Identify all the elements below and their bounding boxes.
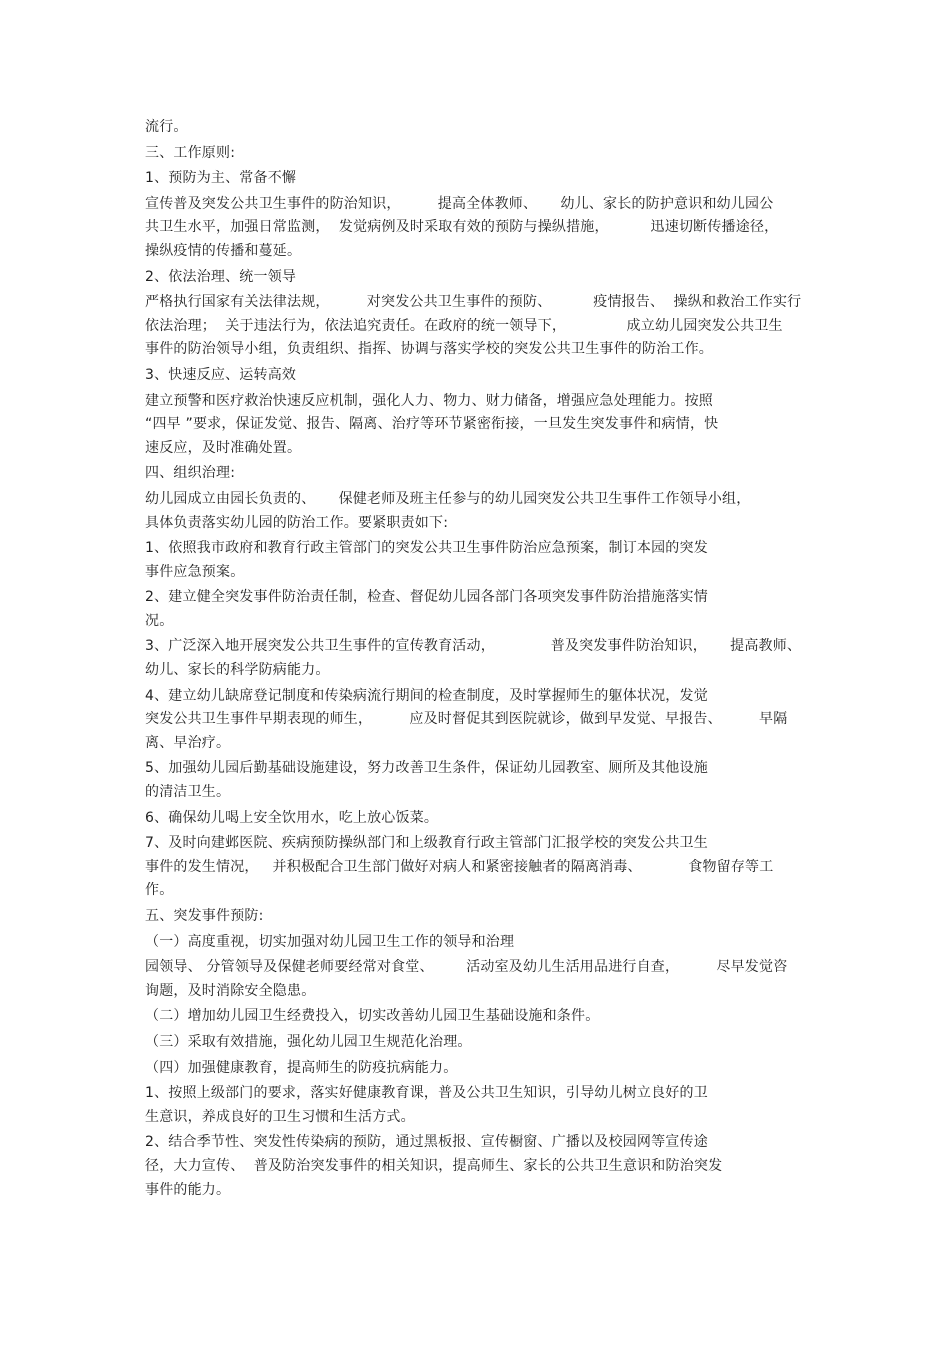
text-line: （四）加强健康教育，提高师生的防疫抗病能力。 — [145, 1059, 458, 1076]
text-line: 事件的发生情况， 并积极配合卫生部门做好对病人和紧密接触者的隔离消毒、 食物留存等工 — [145, 858, 774, 875]
text-line: 3、广泛深入地开展突发公共卫生事件的宣传教育活动， 普及突发事件防治知识， 提高教师、 — [145, 638, 802, 655]
text-line: 7、及时向建邺医院、疾病预防操纵部门和上级教育行政主管部门汇报学校的突发公共卫生 — [145, 835, 708, 852]
text-line: 五、突发事件预防: — [145, 908, 264, 924]
text-line: （二）增加幼儿园卫生经费投入，切实改善幼儿园卫生基础设施和条件。 — [145, 1008, 600, 1025]
text-line: 宣传普及突发公共卫生事件的防治知识， 提高全体教师、 幼儿、家长的防护意识和幼儿园公 — [145, 195, 774, 212]
document-body — [145, 116, 817, 1202]
text-line: 离、早治疗。 — [145, 734, 231, 751]
text-line: 事件的能力。 — [145, 1181, 231, 1198]
text-line: 2、依法治理、统一领导 — [145, 268, 297, 285]
text-line: 建立预警和医疗救治快速反应机制，强化人力、物力、财力储备，增强应急处理能力。按照 — [145, 392, 713, 409]
text-line: 1、按照上级部门的要求，落实好健康教育课，普及公共卫生知识，引导幼儿树立良好的卫 — [145, 1085, 708, 1102]
text-line: “四早 ”要求，保证发觉、报告、隔离、治疗等环节紧密衔接，一旦发生突发事件和病情，快 — [145, 416, 719, 433]
text-line: 询题，及时消除安全隐患。 — [145, 982, 316, 999]
text-line: 速反应，及时准确处置。 — [145, 439, 302, 456]
text-line: 3、快速反应、运转高效 — [145, 366, 297, 383]
text-line: 严格执行国家有关法律法规， 对突发公共卫生事件的预防、 疫情报告、 操纵和救治工作实行 — [145, 294, 802, 311]
text-line: 幼儿、家长的科学防病能力。 — [145, 662, 330, 679]
text-line: 2、结合季节性、突发性传染病的预防，通过黑板报、宣传橱窗、广播以及校园网等宣传途 — [145, 1134, 708, 1151]
text-line: 4、建立幼儿缺席登记制度和传染病流行期间的检查制度，及时掌握师生的躯体状况，发觉 — [145, 687, 708, 704]
text-line: 园领导、 分管领导及保健老师要经常对食堂、 活动室及幼儿生活用品进行自查， 尽早发觉咨 — [145, 959, 788, 976]
text-line: 6、确保幼儿喝上安全饮用水，吃上放心饭菜。 — [145, 809, 439, 826]
text-line: 况。 — [145, 612, 174, 629]
text-line: 事件的防治领导小组，负责组织、指挥、协调与落实学校的突发公共卫生事件的防治工作。 — [145, 341, 713, 358]
text-line: 事件应急预案。 — [145, 563, 245, 580]
text-line: 依法治理； 关于违法行为，依法追究责任。在政府的统一领导下， 成立幼儿园突发公共卫生 — [145, 317, 783, 334]
text-line: 作。 — [145, 882, 174, 899]
text-line: 径，大力宣传、 普及防治突发事件的相关知识，提高师生、家长的公共卫生意识和防治突发 — [145, 1157, 723, 1174]
text-line: 2、建立健全突发事件防治责任制，检查、督促幼儿园各部门各项突发事件防治措施落实情 — [145, 589, 708, 606]
text-line: 突发公共卫生事件早期表现的师生， 应及时督促其到医院就诊，做到早发觉、早报告、 早隔 — [145, 711, 788, 728]
text-line: 三、工作原则: — [145, 144, 236, 161]
text-line: 流行。 — [145, 119, 188, 135]
text-line: 操纵疫情的传播和蔓延。 — [145, 242, 302, 259]
text-line: 幼儿园成立由园长负责的、 保健老师及班主任参与的幼儿园突发公共卫生事件工作领导小组， — [145, 490, 751, 507]
text-line: （三）采取有效措施，强化幼儿园卫生规范化治理。 — [145, 1033, 472, 1050]
text-line: （一）高度重视，切实加强对幼儿园卫生工作的领导和治理 — [145, 933, 515, 950]
text-line: 具体负责落实幼儿园的防治工作。要紧职责如下: — [145, 514, 449, 531]
text-line: 的清洁卫生。 — [145, 784, 231, 801]
text-line: 1、依照我市政府和教育行政主管部门的突发公共卫生事件防治应急预案，制订本园的突发 — [145, 540, 708, 557]
text-line: 生意识，养成良好的卫生习惯和生活方式。 — [145, 1108, 415, 1125]
text-line: 四、组织治理: — [145, 465, 236, 482]
text-line: 1、预防为主、常备不懈 — [145, 170, 297, 187]
text-line: 共卫生水平，加强日常监测， 发觉病例及时采取有效的预防与操纵措施， 迅速切断传播途径， — [145, 219, 779, 236]
text-line: 5、加强幼儿园后勤基础设施建设，努力改善卫生条件，保证幼儿园教室、厕所及其他设施 — [145, 760, 708, 777]
